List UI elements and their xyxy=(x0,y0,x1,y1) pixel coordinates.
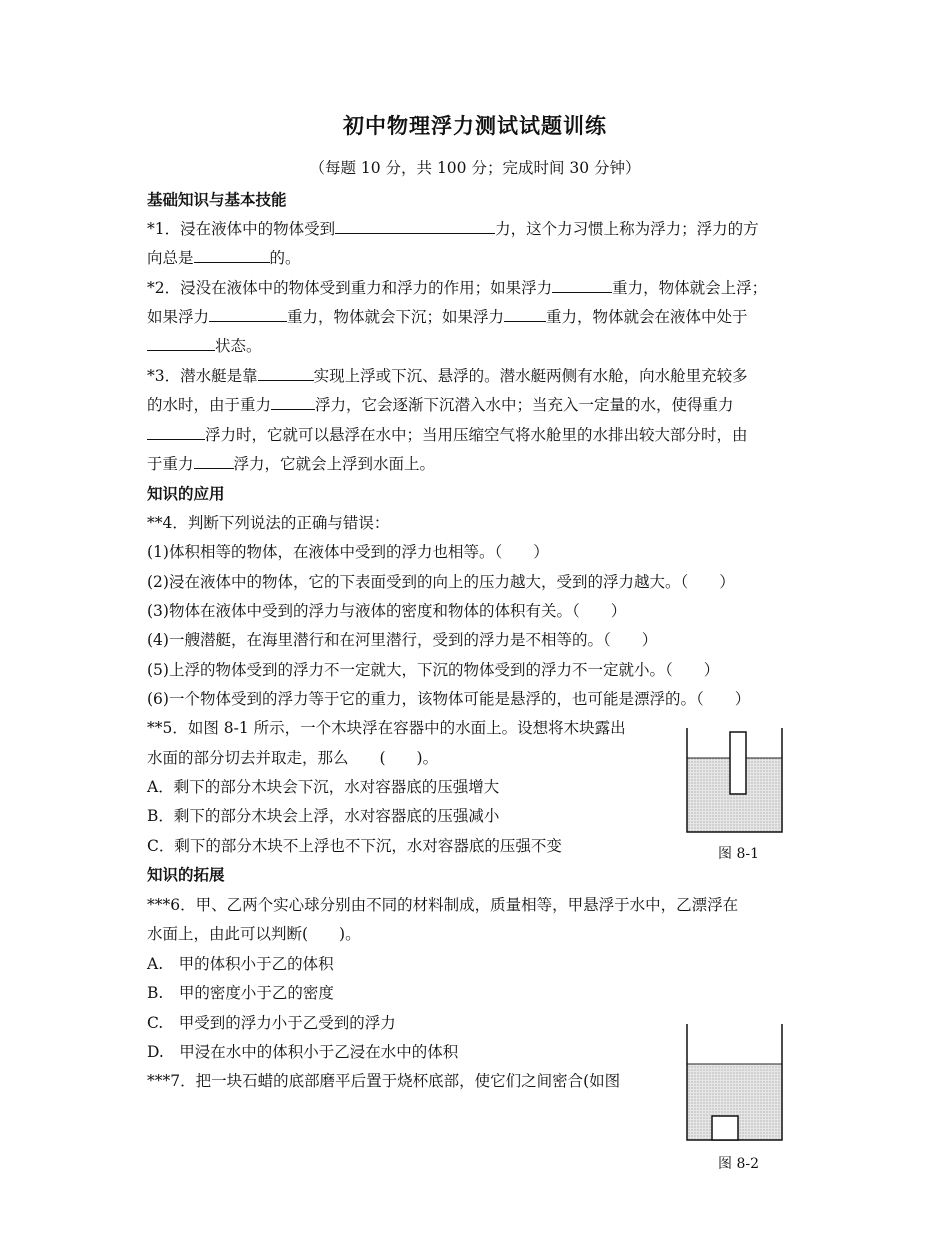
q2-blank-3[interactable] xyxy=(504,307,546,322)
q2-line-2 xyxy=(147,305,748,327)
page-subtitle: （每题 10 分，共 100 分；完成时间 30 分钟） xyxy=(309,159,641,177)
q6-option-b: B. 甲的密度小于乙的密度 xyxy=(147,984,334,1002)
q4-item-1: (1)体积相等的物体，在液体中受到的浮力也相等。（ ） xyxy=(147,543,549,561)
q6-option-a: A. 甲的体积小于乙的体积 xyxy=(147,955,334,973)
q2-blank-1[interactable] xyxy=(552,278,612,293)
figure-8-1 xyxy=(682,728,786,838)
q3-text-c: 的水时，由于重力 xyxy=(147,396,272,414)
q1-blank-2[interactable] xyxy=(194,248,270,263)
q3-text-b: 实现上浮或下沉、悬浮的。潜水艇两侧有水舱，向水舱里充较多 xyxy=(313,367,748,385)
q3-line-4 xyxy=(147,452,435,474)
q6-option-c: C. 甲受到的浮力小于乙受到的浮力 xyxy=(147,1014,396,1032)
q2-text-f: 状态。 xyxy=(215,337,262,355)
q2-text-e: 重力，物体就会在液体中处于 xyxy=(546,308,748,326)
q6-stem-1: ***6．甲、乙两个实心球分别由不同的材料制成，质量相等，甲悬浮于水中，乙漂浮在 xyxy=(147,896,739,914)
q1-text-c: 向总是 xyxy=(147,249,194,267)
q2-text-c: 如果浮力 xyxy=(147,308,210,326)
q5-option-c: C．剩下的部分木块不上浮也不下沉，水对容器底的压强不变 xyxy=(147,837,562,855)
q3-text-f: 于重力 xyxy=(147,455,194,473)
q1-line-1 xyxy=(147,217,759,239)
q3-blank-4[interactable] xyxy=(194,454,234,469)
q5-stem-2: 水面的部分切去并取走，那么 ( )。 xyxy=(147,749,439,767)
q3-text-e: 浮力时，它就可以悬浮在水中；当用压缩空气将水舱里的水排出较大部分时，由 xyxy=(205,426,748,444)
q4-item-4: (4)一艘潜艇，在海里潜行和在河里潜行，受到的浮力是不相等的。（ ） xyxy=(147,631,658,649)
section-application: 知识的应用 xyxy=(147,485,225,503)
q3-text-g: 浮力，它就会上浮到水面上。 xyxy=(233,455,436,473)
q4-item-6: (6)一个物体受到的浮力等于它的重力，该物体可能是悬浮的，也可能是漂浮的。（ ） xyxy=(147,690,751,708)
q3-blank-3[interactable] xyxy=(147,425,205,440)
q3-text-a: *3．潜水艇是靠 xyxy=(147,367,258,385)
q2-line-1 xyxy=(147,276,767,298)
q3-blank-1[interactable] xyxy=(258,366,314,381)
q1-line-2 xyxy=(147,246,301,268)
q2-text-a: *2．浸没在液体中的物体受到重力和浮力的作用；如果浮力 xyxy=(147,279,553,297)
q2-line-3 xyxy=(147,334,262,356)
page-title: 初中物理浮力测试试题训练 xyxy=(343,113,607,138)
section-extension: 知识的拓展 xyxy=(147,866,225,884)
q2-text-b: 重力，物体就会上浮； xyxy=(612,279,768,297)
q3-line-1 xyxy=(147,364,748,386)
q6-option-d: D. 甲浸在水中的体积小于乙浸在水中的体积 xyxy=(147,1043,459,1061)
q3-line-2 xyxy=(147,393,734,415)
figure-8-2-label: 图 8-2 xyxy=(718,1156,759,1172)
q3-blank-2[interactable] xyxy=(271,395,315,410)
q3-text-d: 浮力，它会逐渐下沉潜入水中；当充入一定量的水，使得重力 xyxy=(315,396,734,414)
figure-8-2 xyxy=(682,1024,786,1146)
figure-8-1-label: 图 8-1 xyxy=(718,846,759,862)
q2-blank-2[interactable] xyxy=(209,307,287,322)
q5-option-a: A．剩下的部分木块会下沉，水对容器底的压强增大 xyxy=(147,778,500,796)
section-basic: 基础知识与基本技能 xyxy=(147,191,287,209)
q1-text-a: *1．浸在液体中的物体受到 xyxy=(147,220,336,238)
q5-stem-1: **5．如图 8-1 所示，一个木块浮在容器中的水面上。设想将木块露出 xyxy=(147,719,626,737)
q1-text-b: 力，这个力习惯上称为浮力；浮力的方 xyxy=(495,220,759,238)
q1-blank-1[interactable] xyxy=(335,219,495,234)
q4-item-2: (2)浸在液体中的物体，它的下表面受到的向上的压力越大，受到的浮力越大。（ ） xyxy=(147,573,735,591)
q4-stem: **4．判断下列说法的正确与错误： xyxy=(147,514,390,532)
q2-blank-4[interactable] xyxy=(147,336,215,351)
q3-line-3 xyxy=(147,423,748,445)
wax-block xyxy=(712,1116,738,1140)
q4-item-5: (5)上浮的物体受到的浮力不一定就大，下沉的物体受到的浮力不一定就小。（ ） xyxy=(147,661,720,679)
q1-text-d: 的。 xyxy=(269,249,301,267)
q7-stem-1: ***7．把一块石蜡的底部磨平后置于烧杯底部，使它们之间密合(如图 xyxy=(147,1072,621,1090)
wood-block xyxy=(730,732,746,794)
q2-text-d: 重力，物体就会下沉；如果浮力 xyxy=(287,308,505,326)
q5-option-b: B．剩下的部分木块会上浮，水对容器底的压强减小 xyxy=(147,807,500,825)
q4-item-3: (3)物体在液体中受到的浮力与液体的密度和物体的体积有关。（ ） xyxy=(147,602,627,620)
q6-stem-2: 水面上，由此可以判断( )。 xyxy=(147,925,361,943)
